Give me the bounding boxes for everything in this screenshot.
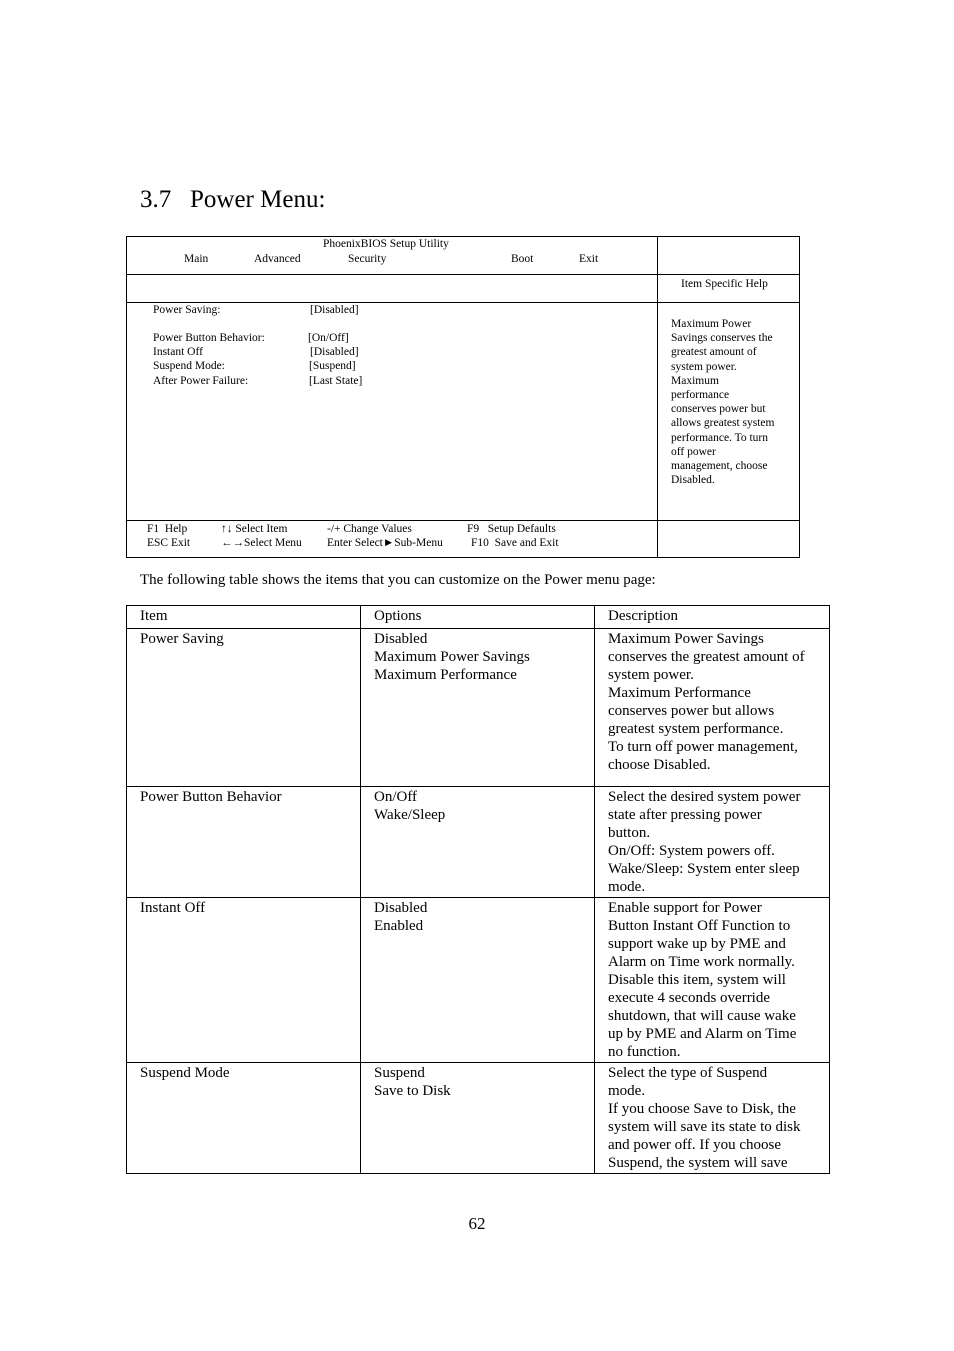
description-line: greatest system performance. bbox=[608, 721, 784, 737]
section-heading: 3.7 Power Menu: bbox=[140, 186, 326, 213]
description-line: support wake up by PME and bbox=[608, 936, 786, 952]
description-line: shutdown, that will cause wake bbox=[608, 1008, 796, 1024]
description-line: conserves the greatest amount of bbox=[608, 649, 805, 665]
table-row bbox=[127, 787, 830, 898]
description-line: conserves power but allows bbox=[608, 703, 775, 719]
help-line: Savings conserves the bbox=[671, 332, 773, 345]
bios-tab-main[interactable]: Main bbox=[184, 253, 209, 265]
option-line: Disabled bbox=[374, 631, 428, 647]
bios-tab-security[interactable]: Security bbox=[348, 253, 387, 265]
description-line: Select the type of Suspend bbox=[608, 1065, 768, 1081]
option-line: On/Off bbox=[374, 789, 418, 805]
option-line: Disabled bbox=[374, 900, 428, 916]
description-line: choose Disabled. bbox=[608, 757, 711, 773]
bios-divider-subheader bbox=[127, 302, 799, 303]
intro-text: The following table shows the items that you can customize on the Power menu page: bbox=[140, 572, 656, 588]
description-line: Maximum Performance bbox=[608, 685, 751, 701]
bios-title: PhoenixBIOS Setup Utility bbox=[323, 238, 449, 250]
bios-help-text bbox=[671, 317, 793, 487]
option-line: Wake/Sleep bbox=[374, 807, 446, 823]
description-line: system will save its state to disk bbox=[608, 1119, 801, 1135]
item-cell: Power Button Behavior bbox=[127, 787, 361, 898]
help-line: Maximum bbox=[671, 374, 719, 387]
help-line: off power bbox=[671, 445, 716, 458]
bios-setting-value[interactable]: [Disabled] bbox=[310, 304, 359, 316]
table-header-row bbox=[127, 606, 830, 629]
description-line: Maximum Power Savings bbox=[608, 631, 764, 647]
description-line: no function. bbox=[608, 1044, 681, 1060]
description-line: To turn off power management, bbox=[608, 739, 798, 755]
description-cell bbox=[595, 898, 830, 1063]
description-cell bbox=[595, 629, 830, 787]
bios-tab-boot[interactable]: Boot bbox=[511, 253, 534, 265]
bios-setting-value[interactable]: [Disabled] bbox=[310, 346, 359, 358]
description-line: and power off. If you choose bbox=[608, 1137, 782, 1153]
item-cell: Suspend Mode bbox=[127, 1063, 361, 1174]
bios-help-title: Item Specific Help bbox=[681, 278, 768, 290]
description-line: Suspend, the system will save bbox=[608, 1155, 788, 1171]
bios-tab-exit[interactable]: Exit bbox=[579, 253, 599, 265]
description-line: Wake/Sleep: System enter sleep bbox=[608, 861, 800, 877]
bios-setting-label[interactable]: Power Button Behavior: bbox=[153, 332, 265, 344]
bios-screen bbox=[126, 236, 800, 558]
footer-setup-defaults: F9 Setup Defaults bbox=[467, 523, 556, 535]
footer-esc-exit: ESC Exit bbox=[147, 537, 191, 549]
item-cell: Power Saving bbox=[127, 629, 361, 787]
bios-setting-label[interactable]: Power Saving: bbox=[153, 304, 221, 316]
page-number: 62 bbox=[468, 1214, 486, 1233]
description-line: up by PME and Alarm on Time bbox=[608, 1026, 797, 1042]
description-line: state after pressing power bbox=[608, 807, 762, 823]
option-line: Save to Disk bbox=[374, 1083, 451, 1099]
description-line: Alarm on Time work normally. bbox=[608, 954, 795, 970]
footer-select-item: ↑↓ Select Item bbox=[221, 523, 288, 535]
table-header-options: Options bbox=[361, 606, 595, 629]
table-header-item: Item bbox=[127, 606, 361, 629]
bios-tab-advanced[interactable]: Advanced bbox=[254, 253, 301, 265]
description-line: system power. bbox=[608, 667, 694, 683]
bios-setting-value[interactable]: [Last State] bbox=[309, 375, 363, 387]
option-line: Suspend bbox=[374, 1065, 425, 1081]
help-line: Maximum Power bbox=[671, 318, 752, 330]
options-cell bbox=[361, 629, 595, 787]
bios-setting-value[interactable]: [Suspend] bbox=[309, 360, 356, 372]
option-line: Enabled bbox=[374, 918, 424, 934]
description-line: button. bbox=[608, 825, 651, 841]
table-row bbox=[127, 898, 830, 1063]
option-line: Maximum Performance bbox=[374, 667, 517, 683]
description-line: Enable support for Power bbox=[608, 900, 762, 916]
description-line: If you choose Save to Disk, the bbox=[608, 1101, 796, 1117]
help-line: greatest amount of bbox=[671, 346, 757, 359]
bios-divider-vertical bbox=[657, 237, 658, 557]
help-line: Disabled. bbox=[671, 474, 715, 487]
options-cell bbox=[361, 1063, 595, 1174]
description-line: mode. bbox=[608, 1083, 646, 1099]
options-cell bbox=[361, 787, 595, 898]
table-row bbox=[127, 1063, 830, 1174]
help-line: management, choose bbox=[671, 460, 768, 473]
description-line: execute 4 seconds override bbox=[608, 990, 771, 1006]
help-line: allows greatest system bbox=[671, 417, 775, 430]
description-line: Disable this item, system will bbox=[608, 972, 786, 988]
help-line: system power. bbox=[671, 360, 737, 373]
description-line: mode. bbox=[608, 879, 646, 895]
bios-divider-footer bbox=[127, 520, 799, 521]
help-line: conserves power but bbox=[671, 403, 766, 416]
description-cell bbox=[595, 1063, 830, 1174]
footer-f1-help: F1 Help bbox=[147, 523, 188, 535]
power-items-table bbox=[126, 605, 830, 1174]
description-line: Button Instant Off Function to bbox=[608, 918, 791, 934]
table-row bbox=[127, 629, 830, 787]
footer-change-values: -/+ Change Values bbox=[327, 523, 412, 535]
footer-save-exit: F10 Save and Exit bbox=[471, 537, 559, 549]
description-line: Select the desired system power bbox=[608, 789, 801, 805]
bios-setting-value[interactable]: [On/Off] bbox=[308, 332, 349, 344]
options-cell bbox=[361, 898, 595, 1063]
bios-divider-header bbox=[127, 274, 799, 275]
footer-enter-submenu: Enter Select►Sub-Menu bbox=[327, 537, 443, 549]
description-line: On/Off: System powers off. bbox=[608, 843, 775, 859]
bios-setting-label[interactable]: Instant Off bbox=[153, 346, 203, 358]
option-line: Maximum Power Savings bbox=[374, 649, 530, 665]
help-line: performance bbox=[671, 389, 730, 402]
help-line: performance. To turn bbox=[671, 431, 769, 444]
item-cell: Instant Off bbox=[127, 898, 361, 1063]
bios-setting-label[interactable]: Suspend Mode: bbox=[153, 360, 225, 372]
table-header-description: Description bbox=[595, 606, 830, 629]
footer-select-menu: ←→Select Menu bbox=[221, 537, 302, 549]
bios-setting-label[interactable]: After Power Failure: bbox=[153, 375, 249, 387]
description-cell bbox=[595, 787, 830, 898]
